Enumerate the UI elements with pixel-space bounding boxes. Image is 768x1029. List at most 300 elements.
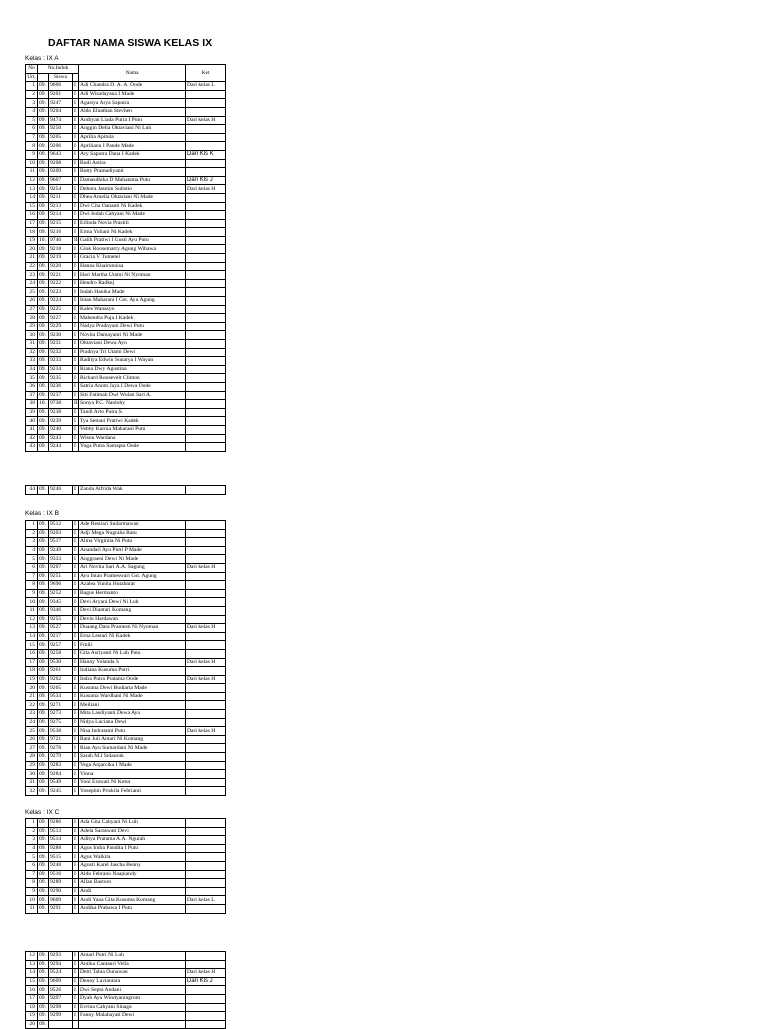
cell-note <box>186 288 226 297</box>
table-row <box>26 853 226 862</box>
cell-class-code: 09. <box>38 245 49 254</box>
table-row <box>26 977 226 986</box>
cell-grade: I <box>73 952 79 961</box>
cell-grade: I <box>73 753 79 762</box>
col-header-ket: Ket <box>186 65 226 82</box>
cell-class-code: 09. <box>38 348 49 357</box>
table-row <box>26 340 226 349</box>
cell-nis: 9530 <box>49 658 73 667</box>
cell-grade: I <box>73 710 79 719</box>
cell-grade: I <box>73 598 79 607</box>
cell-name: Mahendra Puja I Kadek <box>79 314 186 323</box>
cell-nis: 9229 <box>49 322 73 331</box>
cell-no: 7 <box>26 572 38 581</box>
table-row <box>26 589 226 598</box>
cell-nis: 9258 <box>49 649 73 658</box>
cell-no: 12 <box>26 952 38 961</box>
cell-note: Dari Kls K <box>186 150 226 159</box>
cell-note <box>186 844 226 853</box>
cell-class-code: 09. <box>38 787 49 796</box>
cell-name: Nidya Luciana Dewi <box>79 718 186 727</box>
cell-name: Agus Indra Pandita I Putu <box>79 844 186 853</box>
cell-note: Dari kelas H <box>186 563 226 572</box>
table-row <box>26 778 226 787</box>
cell-nis: 9524 <box>49 969 73 978</box>
cell-note <box>186 735 226 744</box>
col-header-induk: No.Induk <box>38 65 79 74</box>
cell-no: 2 <box>26 90 38 99</box>
cell-name: Antika Cantauri Vella <box>79 960 186 969</box>
cell-class-code: 09. <box>38 684 49 693</box>
cell-name: Dhea Amelia Oktariani Ni Made <box>79 193 186 202</box>
cell-class-code: 09. <box>38 1020 49 1029</box>
cell-name: Sarah M.I Sidauruk <box>79 753 186 762</box>
cell-name: Nadya Pradnyani Dewi Putu <box>79 322 186 331</box>
cell-name: Indra Putra Pratama Oode <box>79 675 186 684</box>
cell-name: Anggraeni Dewi Ni Made <box>79 555 186 564</box>
cell-no: 3 <box>26 99 38 108</box>
cell-note: Dari kelas H <box>186 185 226 194</box>
cell-grade: I <box>73 718 79 727</box>
cell-grade: I <box>73 853 79 862</box>
cell-name: Gracia V Tumetel <box>79 254 186 263</box>
cell-nis: 9244 <box>49 443 73 452</box>
table-row <box>26 572 226 581</box>
cell-class-code: 09. <box>38 727 49 736</box>
cell-name: Aprilianu I Pande Made <box>79 142 186 151</box>
cell-class-code: 09. <box>38 434 49 443</box>
cell-name: Dwi Septa Andani <box>79 986 186 995</box>
cell-grade: I <box>73 521 79 530</box>
cell-note <box>186 1003 226 1012</box>
cell-grade: I <box>73 735 79 744</box>
cell-class-code: 09. <box>38 844 49 853</box>
cell-nis: 9474 <box>49 116 73 125</box>
cell-name: Adi Wisadayana I Made <box>79 90 186 99</box>
cell-no: 1 <box>26 819 38 828</box>
cell-class-code: 09. <box>38 718 49 727</box>
cell-no: 21 <box>26 692 38 701</box>
cell-note <box>186 641 226 650</box>
cell-note <box>186 90 226 99</box>
cell-grade: I <box>73 297 79 306</box>
cell-note <box>186 787 226 796</box>
cell-no: 33 <box>26 357 38 366</box>
cell-no: 27 <box>26 744 38 753</box>
table-row <box>26 624 226 633</box>
cell-note <box>186 271 226 280</box>
cell-no: 32 <box>26 787 38 796</box>
cell-nis: 9333 <box>49 555 73 564</box>
cell-name: Anandari Ayu Putri P Made <box>79 546 186 555</box>
cell-nis: 9606 <box>49 82 73 91</box>
table-row <box>26 365 226 374</box>
cell-class-code: 09. <box>38 193 49 202</box>
table-row <box>26 692 226 701</box>
table-row <box>26 150 226 159</box>
cell-nis: 9286 <box>49 819 73 828</box>
cell-nis: 9233 <box>49 357 73 366</box>
cell-name: Andika Prabawa I Putu <box>79 904 186 913</box>
cell-nis: 9215 <box>49 219 73 228</box>
cell-no: 13 <box>26 624 38 633</box>
table-row <box>26 314 226 323</box>
cell-grade: I <box>73 150 79 159</box>
cell-grade: I <box>73 879 79 888</box>
cell-class-code: 09. <box>38 391 49 400</box>
cell-nis: 9201 <box>49 90 73 99</box>
cell-class-code: 09. <box>38 322 49 331</box>
cell-name: Devi Aryani Dewi Ni Luh <box>79 598 186 607</box>
cell-note <box>186 887 226 896</box>
cell-no: 15 <box>26 202 38 211</box>
cell-no: 5 <box>26 555 38 564</box>
cell-grade: I <box>73 641 79 650</box>
cell-name: Erlinda Novia Prastiti <box>79 219 186 228</box>
cell-nis: 9204 <box>49 107 73 116</box>
cell-note <box>186 572 226 581</box>
table-row <box>26 425 226 434</box>
cell-nis: 9254 <box>49 185 73 194</box>
cell-grade: I <box>73 90 79 99</box>
cell-name: Meiliani <box>79 701 186 710</box>
cell-name: Allan Bastoro <box>79 879 186 888</box>
table-row <box>26 357 226 366</box>
cell-no: 22 <box>26 262 38 271</box>
cell-note <box>186 589 226 598</box>
cell-grade: I <box>73 870 79 879</box>
cell-nis: 9231 <box>49 340 73 349</box>
cell-note <box>186 819 226 828</box>
cell-no: 25 <box>26 727 38 736</box>
cell-nis: 9298 <box>49 1003 73 1012</box>
cell-class-code: 09. <box>38 994 49 1003</box>
cell-class-code: 09. <box>38 563 49 572</box>
cell-name: Hendro Radkej <box>79 279 186 288</box>
cell-name: Bagus Hermanto <box>79 589 186 598</box>
cell-name: Rani Juli Antari Ni Komang <box>79 735 186 744</box>
cell-nis: 9217 <box>49 632 73 641</box>
cell-no: 41 <box>26 425 38 434</box>
cell-nis: 9252 <box>49 589 73 598</box>
table-row <box>26 348 226 357</box>
cell-no: 37 <box>26 391 38 400</box>
cell-grade: I <box>73 727 79 736</box>
cell-class-code: 09. <box>38 82 49 91</box>
table-row <box>26 202 226 211</box>
cell-grade: I <box>73 986 79 995</box>
cell-class-code: 09. <box>38 546 49 555</box>
cell-nis: 9721 <box>49 735 73 744</box>
table-row <box>26 116 226 125</box>
cell-grade: I <box>73 159 79 168</box>
cell-note <box>186 314 226 323</box>
cell-nis: 9232 <box>49 348 73 357</box>
cell-class-code: 09. <box>38 615 49 624</box>
cell-name: Aditya Pratama A.A. Ngurah <box>79 836 186 845</box>
cell-class-code: 09. <box>38 744 49 753</box>
cell-name: Vinna <box>79 770 186 779</box>
table-row <box>26 819 226 828</box>
cell-class-code: 09. <box>38 770 49 779</box>
cell-note <box>186 107 226 116</box>
cell-class-code: 09. <box>38 701 49 710</box>
cell-grade: I <box>73 624 79 633</box>
cell-no: 40 <box>26 417 38 426</box>
cell-class-code: 09. <box>38 116 49 125</box>
cell-grade: I <box>73 486 79 495</box>
cell-nis: 9526 <box>49 986 73 995</box>
cell-grade: I <box>73 176 79 185</box>
cell-class-code: 09. <box>38 589 49 598</box>
cell-name: Vebby Karnia Maharani Putu <box>79 425 186 434</box>
cell-no: 36 <box>26 382 38 391</box>
cell-grade: I <box>73 271 79 280</box>
cell-name: Aldo Elnathan Stevhen <box>79 107 186 116</box>
cell-class-code: 09. <box>38 904 49 913</box>
cell-class-code: 09. <box>38 667 49 676</box>
cell-name: Erna Lestari Ni Kadek <box>79 632 186 641</box>
cell-note <box>186 710 226 719</box>
cell-note <box>186 133 226 142</box>
cell-grade: I <box>73 142 79 151</box>
cell-name: Ary Saputra Dana I Kadek <box>79 150 186 159</box>
cell-nis: 9279 <box>49 753 73 762</box>
cell-note <box>186 606 226 615</box>
cell-grade: I <box>73 425 79 434</box>
cell-class-code: 09. <box>38 598 49 607</box>
cell-grade: I <box>73 443 79 452</box>
cell-name: Vega Anjarcika I Made <box>79 761 186 770</box>
cell-grade: I <box>73 546 79 555</box>
cell-name: Kales Wanasyo <box>79 305 186 314</box>
cell-class-code: 09. <box>38 675 49 684</box>
cell-nis: 9230 <box>49 331 73 340</box>
cell-nis: 9273 <box>49 710 73 719</box>
cell-nis: 9516 <box>49 870 73 879</box>
cell-grade: I <box>73 279 79 288</box>
student-table <box>25 485 226 495</box>
cell-grade: I <box>73 116 79 125</box>
cell-name: Agastya Arya Saputra <box>79 99 186 108</box>
cell-class-code: 09. <box>38 408 49 417</box>
cell-grade: I <box>73 589 79 598</box>
cell-name: Wisnu Wardana <box>79 434 186 443</box>
cell-class-code: 09. <box>38 374 49 383</box>
cell-name: Alma Virginita Ni Putu <box>79 538 186 547</box>
cell-nis: 9262 <box>49 675 73 684</box>
cell-name: Hari Martha Utami Ni Nyoman <box>79 271 186 280</box>
cell-note <box>186 649 226 658</box>
cell-class-code: 09. <box>38 142 49 151</box>
table-row <box>26 400 226 409</box>
table-row <box>26 718 226 727</box>
cell-grade: I <box>73 417 79 426</box>
cell-no: 42 <box>26 434 38 443</box>
cell-no: 16 <box>26 649 38 658</box>
cell-grade: I <box>73 819 79 828</box>
cell-note <box>186 305 226 314</box>
cell-grade: II <box>74 400 78 407</box>
table-row <box>26 555 226 564</box>
cell-note <box>186 434 226 443</box>
cell-note <box>186 254 226 263</box>
cell-note <box>186 960 226 969</box>
cell-grade: I <box>73 202 79 211</box>
cell-nis: 9237 <box>49 391 73 400</box>
cell-nis: 9248 <box>49 861 73 870</box>
cell-note: Dari kelas H <box>186 969 226 978</box>
cell-no: 11 <box>26 168 38 177</box>
cell-grade: I <box>73 434 79 443</box>
cell-name: Hanny Yolanda S <box>79 658 186 667</box>
cell-class-code: 09. <box>38 986 49 995</box>
table-row <box>26 159 226 168</box>
cell-nis: 9238 <box>49 408 73 417</box>
cell-nis: 9205 <box>49 133 73 142</box>
table-row <box>26 529 226 538</box>
class-label: Kelas : IX A <box>25 55 59 62</box>
cell-nis: 9222 <box>49 279 73 288</box>
cell-grade: I <box>73 649 79 658</box>
cell-class-code: 09. <box>38 297 49 306</box>
cell-class-code: 09. <box>38 365 49 374</box>
table-row <box>26 641 226 650</box>
cell-grade: I <box>73 228 79 237</box>
cell-class-code: 09. <box>38 314 49 323</box>
cell-class-code: 09. <box>38 99 49 108</box>
cell-no: 26 <box>26 735 38 744</box>
cell-note <box>186 538 226 547</box>
table-row <box>26 701 226 710</box>
cell-nis: 9208 <box>49 159 73 168</box>
cell-name: Adji Mega Nugraha Ratu <box>79 529 186 538</box>
cell-grade: I <box>73 667 79 676</box>
cell-name: Galih Pratiwi I Gusti Ayu Putu <box>79 236 186 245</box>
cell-nis: 9609 <box>49 977 73 986</box>
cell-no: 20 <box>26 1020 38 1029</box>
cell-no: 29 <box>26 761 38 770</box>
cell-nis: 9257 <box>49 641 73 650</box>
cell-no: 31 <box>26 778 38 787</box>
cell-name: Dwi Cita Oananti Ni Kadek <box>79 202 186 211</box>
cell-no: 8 <box>26 581 38 590</box>
cell-nis: 9265 <box>49 684 73 693</box>
cell-class-code: 09. <box>38 254 49 263</box>
table-row <box>26 753 226 762</box>
cell-note <box>186 425 226 434</box>
cell-grade: I <box>73 994 79 1003</box>
cell-name: Nisa Indratami Putu <box>79 727 186 736</box>
cell-class-code: 09. <box>38 1012 49 1021</box>
cell-grade: I <box>73 896 79 905</box>
cell-class-code: 09. <box>38 176 49 185</box>
cell-no: 16 <box>26 211 38 220</box>
cell-grade: I <box>73 744 79 753</box>
cell-class-code: 09. <box>38 778 49 787</box>
cell-name: Duaang Dara Pramesti Ni Nyoman <box>79 624 186 633</box>
cell-nis: 9294 <box>49 960 73 969</box>
cell-nis: 9534 <box>49 692 73 701</box>
cell-name: Rian Ayu Sumardani Ni Made <box>79 744 186 753</box>
cell-grade: I <box>73 365 79 374</box>
cell-name: Butty Pramadiyanti <box>79 168 186 177</box>
cell-class-code: 09. <box>38 624 49 633</box>
cell-no: 13 <box>26 185 38 194</box>
cell-no: 14 <box>26 632 38 641</box>
cell-nis: 9255 <box>49 615 73 624</box>
cell-grade: I <box>73 82 79 91</box>
cell-no: 29 <box>26 322 38 331</box>
table-row <box>26 658 226 667</box>
cell-class-code: 09. <box>38 977 49 986</box>
cell-name: Satria Anom Jaya I Dewa Oode <box>79 382 186 391</box>
table-row <box>26 245 226 254</box>
table-row <box>26 904 226 913</box>
cell-name: Evrina Cahyani Sinaga <box>79 1003 186 1012</box>
cell-no: 14 <box>26 969 38 978</box>
cell-class-code: 09. <box>38 836 49 845</box>
cell-nis: 9299 <box>49 1012 73 1021</box>
table-row <box>26 632 226 641</box>
table-row <box>26 279 226 288</box>
table-row <box>26 649 226 658</box>
cell-no: 3 <box>26 836 38 845</box>
cell-class-code: 09. <box>38 107 49 116</box>
cell-class-code: 09. <box>38 228 49 237</box>
cell-nis: 9291 <box>49 904 73 913</box>
cell-class-code: 09. <box>38 1003 49 1012</box>
cell-no: 28 <box>26 753 38 762</box>
cell-note <box>186 581 226 590</box>
cell-no: 20 <box>26 245 38 254</box>
cell-note <box>186 1020 226 1029</box>
header-blank <box>73 73 79 82</box>
cell-class-code: 09. <box>38 271 49 280</box>
cell-no: 7 <box>26 133 38 142</box>
cell-name: Hanna Khairunnisa <box>79 262 186 271</box>
cell-nis: 9278 <box>49 744 73 753</box>
cell-nis: 9527 <box>49 624 73 633</box>
cell-note <box>186 348 226 357</box>
cell-name: Richard Roosevelt Clinton <box>79 374 186 383</box>
cell-class-code: 09. <box>38 632 49 641</box>
cell-note <box>186 521 226 530</box>
cell-name: Riana Dwy Agustina <box>79 365 186 374</box>
table-row <box>26 254 226 263</box>
cell-note <box>186 202 226 211</box>
cell-note <box>186 236 226 245</box>
cell-note <box>186 99 226 108</box>
cell-grade: I <box>73 193 79 202</box>
cell-nis: 9290 <box>49 887 73 896</box>
cell-nis: 9245 <box>49 787 73 796</box>
cell-note <box>186 692 226 701</box>
cell-nis: 9219 <box>49 254 73 263</box>
cell-name: Yoga Putra Samapta Oode <box>79 443 186 452</box>
table-row <box>26 305 226 314</box>
cell-note <box>186 952 226 961</box>
cell-note <box>186 245 226 254</box>
cell-grade: I <box>73 615 79 624</box>
cell-class-code: 09. <box>38 382 49 391</box>
cell-no: 22 <box>26 701 38 710</box>
cell-class-code: 09. <box>38 572 49 581</box>
cell-class-code: 09. <box>38 896 49 905</box>
col-header-urut: Urt. <box>27 73 36 80</box>
cell-note <box>186 417 226 426</box>
cell-grade: I <box>73 701 79 710</box>
